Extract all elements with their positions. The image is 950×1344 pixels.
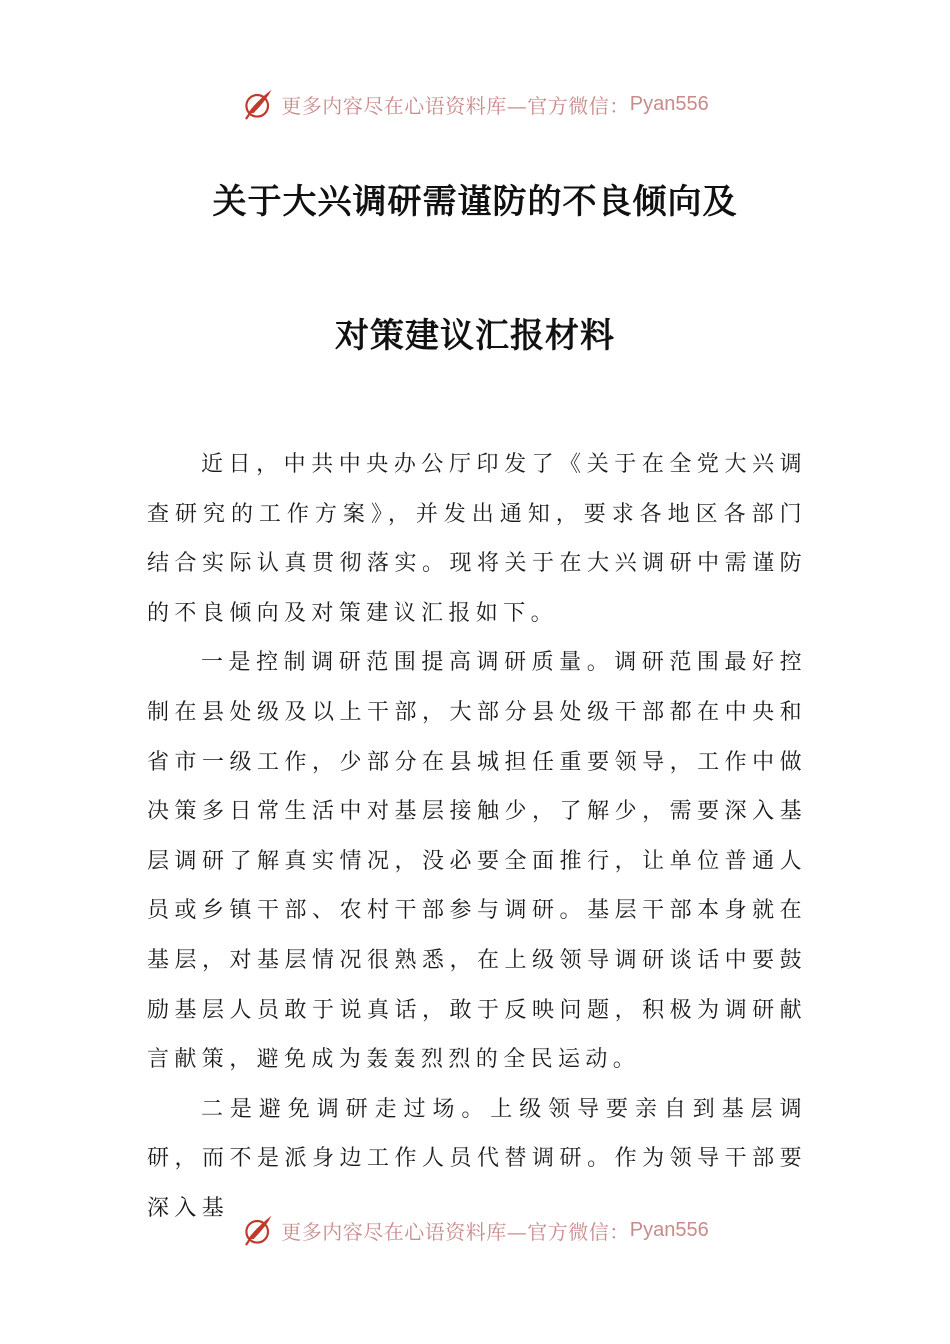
watermark-handle: Pyan556 [629,1218,709,1241]
paragraph-point-two: 二是避免调研走过场。上级领导要亲自到基层调研，而不是派身边工作人员代替调研。作为领导干部要深入基 [147,1096,807,1221]
watermark-handle: Pyan556 [629,92,709,115]
document-title-line-1: 关于大兴调研需谨防的不良倾向及 [212,182,738,222]
watermark-text: 更多内容尽在心语资料库—官方微信： [281,93,630,118]
watermark-footer [0,1210,950,1250]
quill-pen-logo-icon [241,86,277,122]
watermark-header [0,84,950,124]
document-body [147,440,807,1234]
document-title-line-2: 对策建议汇报材料 [335,316,615,356]
paragraph-intro: 近日，中共中央办公厅印发了《关于在全党大兴调查研究的工作方案》，并发出通知，要求各地区各部门结合实际认真贯彻落实。现将关于在大兴调研中需谨防的不良倾向及对策建议汇报如下。 [147,452,807,626]
quill-pen-logo-icon [241,1212,277,1248]
paragraph-point-one: 一是控制调研范围提高调研质量。调研范围最好控制在县处级及以上干部，大部分县处级干部都在中央和省市一级工作，少部分在县城担任重要领导，工作中做决策多日常生活中对基层接触少，了解少，需要深入基层调研了解真实情况，没必要全面推行，让单位普通人员或乡镇干部、农村干部参与调研。基层干部本身就在基层，对基层情况很熟悉，在上级领导调研谈话中要鼓励基层人员敢于说真话，敢于反映问题，积极为调研献言献策，避免成为轰轰烈烈的全民运动。 [147,650,807,1073]
watermark-text: 更多内容尽在心语资料库—官方微信： [281,1219,630,1244]
